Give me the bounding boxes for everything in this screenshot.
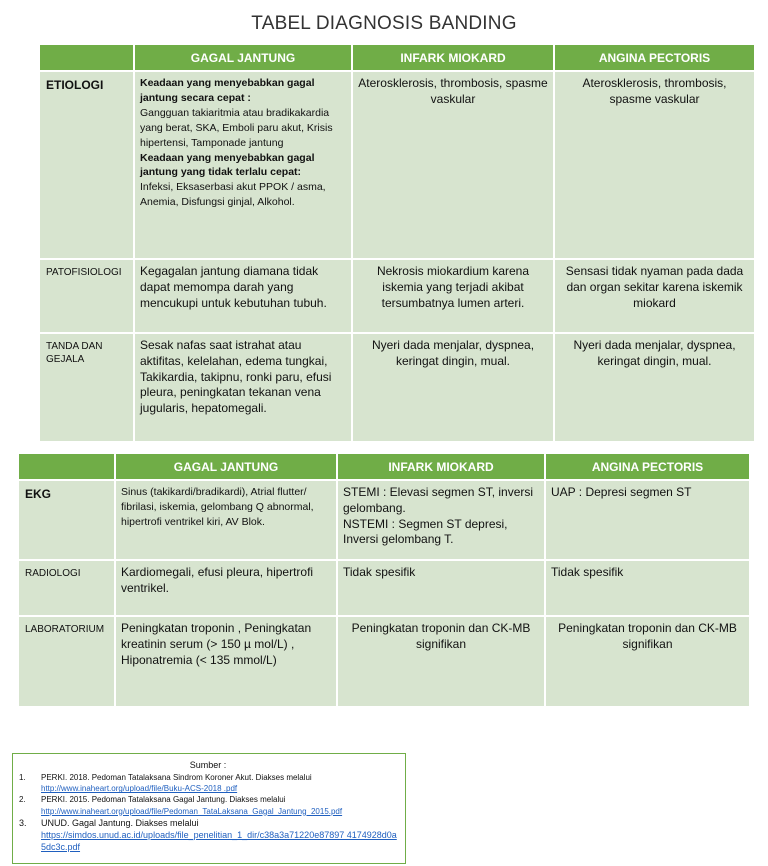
row-label-ekg: EKG [19, 480, 115, 560]
table-row-laboratorium [19, 616, 749, 706]
table-row-tanda-gejala [40, 333, 754, 441]
header-empty [40, 45, 134, 71]
source-text: PERKI. 2018. Pedoman Tatalaksana Sindrom Koroner Akut. Diakses melalui [41, 773, 312, 783]
sources-box [12, 753, 406, 864]
cell-tanda-infark-miokard: Nyeri dada menjalar, dyspnea, keringat dingin, mual. [352, 333, 554, 441]
table-row-radiologi [19, 560, 749, 616]
header-infark-miokard: INFARK MIOKARD [337, 454, 545, 480]
cell-patofisiologi-angina-pectoris: Sensasi tidak nyaman pada dada dan organ sekitar karena iskemik miokard [554, 259, 754, 333]
table-row-etiologi [40, 71, 754, 259]
source-link[interactable]: https://simdos.unud.ac.id/uploads/file_penelitian_1_dir/c38a3a71220e87897 4174928d0a5dc3c.pdf [41, 829, 397, 853]
source-item [19, 772, 397, 794]
cell-laboratorium-angina-pectoris: Peningkatan troponin dan CK-MB signifikan [545, 616, 749, 706]
source-number: 1. [19, 773, 26, 783]
source-number: 3. [19, 817, 27, 828]
ekg-stemi: STEMI : Elevasi segmen ST, inversi gelombang. [343, 485, 534, 515]
diagnosis-table-1 [40, 45, 754, 441]
sources-heading: Sumber : [189, 760, 227, 770]
cell-ekg-angina-pectoris: UAP : Depresi segmen ST [545, 480, 749, 560]
table-row-patofisiologi [40, 259, 754, 333]
row-label-laboratorium: LABORATORIUM [19, 616, 115, 706]
cell-radiologi-gagal-jantung: Kardiomegali, efusi pleura, hipertrofi ventrikel. [115, 560, 337, 616]
header-empty [19, 454, 115, 480]
cell-laboratorium-gagal-jantung: Peningkatan troponin , Peningkatan kreatinin serum (> 150 µ mol/L) , Hiponatremia (< 135 mmol/L) [115, 616, 337, 706]
etiologi-gj-heading-1: Keadaan yang menyebabkan gagal jantung secara cepat : [140, 77, 315, 104]
cell-ekg-gagal-jantung: Sinus (takikardi/bradikardi), Atrial flutter/ fibrilasi, iskemia, gelombang Q abnormal, hipertrofi ventrikel kiri, AV Blok. [115, 480, 337, 560]
cell-tanda-gagal-jantung: Sesak nafas saat istrahat atau aktifitas, kelelahan, edema tungkai, Takikardia, takipnu, ronki paru, efusi pleura, peningkatan tekanan vena jugularis, hepatomegali. [134, 333, 352, 441]
header-gagal-jantung: GAGAL JANTUNG [134, 45, 352, 71]
cell-patofisiologi-gagal-jantung: Kegagalan jantung diamana tidak dapat memompa darah yang mencukupi untuk kebutuhan tubuh. [134, 259, 352, 333]
source-item [19, 794, 397, 816]
table-header-row [40, 45, 754, 71]
etiologi-gj-body-2: Infeksi, Eksaserbasi akut PPOK / asma, Anemia, Disfungsi ginjal, Alkohol. [140, 181, 326, 209]
etiologi-gj-body-1: Gangguan takiaritmia atau bradikakardia yang berat, SKA, Emboli paru akut, Krisis hipertensi, Tamponade jantung [140, 106, 333, 149]
source-link[interactable]: http://www.inaheart.org/upload/file/Buku-ACS-2018 .pdf [41, 784, 238, 794]
row-label-radiologi: RADIOLOGI [19, 560, 115, 616]
source-item [19, 817, 397, 854]
cell-etiologi-infark-miokard: Aterosklerosis, thrombosis, spasme vaskular [352, 71, 554, 259]
header-angina-pectoris: ANGINA PECTORIS [545, 454, 749, 480]
sources-list [19, 772, 397, 853]
table-row-ekg [19, 480, 749, 560]
cell-radiologi-infark-miokard: Tidak spesifik [337, 560, 545, 616]
source-text: PERKI. 2015. Pedoman Tatalaksana Gagal Jantung. Diakses melalui [41, 795, 286, 805]
row-label-patofisiologi: PATOFISIOLOGI [40, 259, 134, 333]
source-number: 2. [19, 795, 26, 805]
row-label-etiologi: ETIOLOGI [40, 71, 134, 259]
page-title: TABEL DIAGNOSIS BANDING [251, 13, 517, 34]
cell-patofisiologi-infark-miokard: Nekrosis miokardium karena iskemia yang terjadi akibat tersumbatnya lumen arteri. [352, 259, 554, 333]
header-gagal-jantung: GAGAL JANTUNG [115, 454, 337, 480]
ekg-nstemi: NSTEMI : Segmen ST depresi, Inversi gelombang T. [343, 516, 508, 547]
cell-radiologi-angina-pectoris: Tidak spesifik [545, 560, 749, 616]
cell-laboratorium-infark-miokard: Peningkatan troponin dan CK-MB signifikan [337, 616, 545, 706]
etiologi-gj-heading-2: Keadaan yang menyebabkan gagal jantung yang tidak terlalu cepat: [140, 151, 315, 179]
source-text: UNUD. Gagal Jantung. Diakses melalui [41, 817, 199, 828]
table-header-row [19, 454, 749, 480]
header-infark-miokard: INFARK MIOKARD [352, 45, 554, 71]
cell-ekg-infark-miokard [337, 480, 545, 560]
row-label-tanda-gejala: TANDA DAN GEJALA [40, 333, 134, 441]
header-angina-pectoris: ANGINA PECTORIS [554, 45, 754, 71]
source-link[interactable]: http://www.inaheart.org/upload/file/Pedoman_TataLaksana_Gagal_Jantung_2015.pdf [41, 806, 343, 816]
cell-tanda-angina-pectoris: Nyeri dada menjalar, dyspnea, keringat dingin, mual. [554, 333, 754, 441]
cell-etiologi-angina-pectoris: Aterosklerosis, thrombosis, spasme vaskular [554, 71, 754, 259]
cell-etiologi-gagal-jantung [134, 71, 352, 259]
diagnosis-table-2 [19, 454, 749, 706]
